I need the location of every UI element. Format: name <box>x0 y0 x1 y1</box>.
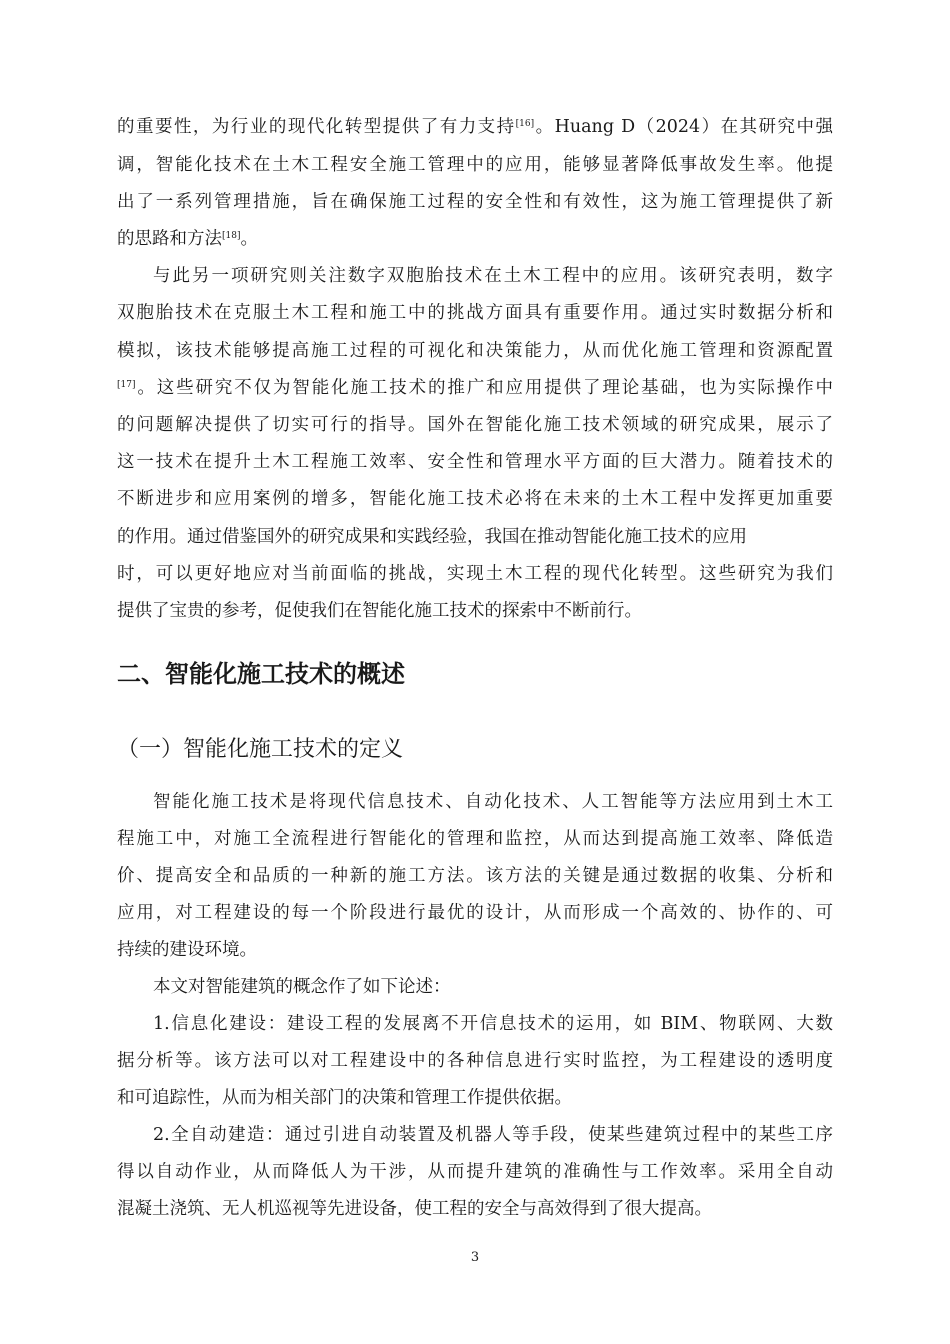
citation-ref: [17] <box>117 380 136 390</box>
p2-line-2: 双胞胎技术在克服土木工程和施工中的挑战方面具有重要作用。通过实时数据分析和 <box>117 303 833 323</box>
p2-line-3: 模拟，该技术能够提高施工过程的可视化和决策能力，从而优化施工管理和资源配置 <box>117 341 833 361</box>
p6-line-2: 得以自动作业，从而降低人为干涉，从而提升建筑的准确性与工作效率。采用全自动 <box>117 1162 833 1182</box>
p2-line-5: 的问题解决提供了切实可行的指导。国外在智能化施工技术领域的研究成果，展示了 <box>117 415 833 435</box>
p3-line-3: 价、提高安全和品质的一种新的施工方法。该方法的关键是通过数据的收集、分析和 <box>117 866 833 886</box>
p6-line-3: 混凝土浇筑、无人机巡视等先进设备，使工程的安全与高效得到了很大提高。 <box>117 1199 712 1219</box>
p3-line-2: 程施工中，对施工全流程进行智能化的管理和监控，从而达到提高施工效率、降低造 <box>117 829 833 849</box>
p4-line-1: 本文对智能建筑的概念作了如下论述： <box>153 977 451 997</box>
p3-line-1: 智能化施工技术是将现代信息技术、自动化技术、人工智能等方法应用到土木工 <box>153 792 833 812</box>
p1-line-4: 的思路和方法[18]。 <box>117 229 258 249</box>
section-heading: 二、智能化施工技术的概述 <box>117 660 405 688</box>
subsection-heading: （一）智能化施工技术的定义 <box>117 737 404 762</box>
p3-line-5: 持续的建设环境。 <box>117 940 257 960</box>
p2-line-1: 与此另一项研究则关注数字双胞胎技术在土木工程中的应用。该研究表明，数字 <box>153 266 833 286</box>
p2-line-10: 提供了宝贵的参考，促使我们在智能化施工技术的探索中不断前行。 <box>117 601 642 621</box>
p6-line-1: 2.全自动建造：通过引进自动装置及机器人等手段，使某些建筑过程中的某些工序 <box>153 1125 833 1145</box>
p5-line-3: 和可追踪性，从而为相关部门的决策和管理工作提供依据。 <box>117 1088 572 1108</box>
p5-line-1: 1.信息化建设：建设工程的发展离不开信息技术的运用，如 BIM、物联网、大数 <box>153 1014 833 1034</box>
p2-line-9: 时，可以更好地应对当前面临的挑战，实现土木工程的现代化转型。这些研究为我们 <box>117 564 833 584</box>
p2-line-6: 这一技术在提升土木工程施工效率、安全性和管理水平方面的巨大潜力。随着技术的 <box>117 452 833 472</box>
p1-line-3: 出了一系列管理措施，旨在确保施工过程的安全性和有效性，这为施工管理提供了新 <box>117 192 833 212</box>
p3-line-4: 应用，对工程建设的每一个阶段进行最优的设计，从而形成一个高效的、协作的、可 <box>117 903 833 923</box>
p1-line-1: 的重要性，为行业的现代化转型提供了有力支持[16]。Huang D（2024）在其研究中强 <box>117 117 833 137</box>
p2-line-8: 的作用。通过借鉴国外的研究成果和实践经验，我国在推动智能化施工技术的应用 <box>117 527 747 547</box>
p1-line-2: 调，智能化技术在土木工程安全施工管理中的应用，能够显著降低事故发生率。他提 <box>117 155 833 175</box>
citation-ref: [18] <box>222 231 241 241</box>
citation-ref: [16] <box>515 119 535 129</box>
p2-line-7: 不断进步和应用案例的增多，智能化施工技术必将在未来的土木工程中发挥更加重要 <box>117 489 833 509</box>
p2-line-4: [17]。这些研究不仅为智能化施工技术的推广和应用提供了理论基础，也为实际操作中 <box>117 378 833 398</box>
page-number: 3 <box>470 1250 480 1265</box>
p5-line-2: 据分析等。该方法可以对工程建设中的各种信息进行实时监控，为工程建设的透明度 <box>117 1051 833 1071</box>
